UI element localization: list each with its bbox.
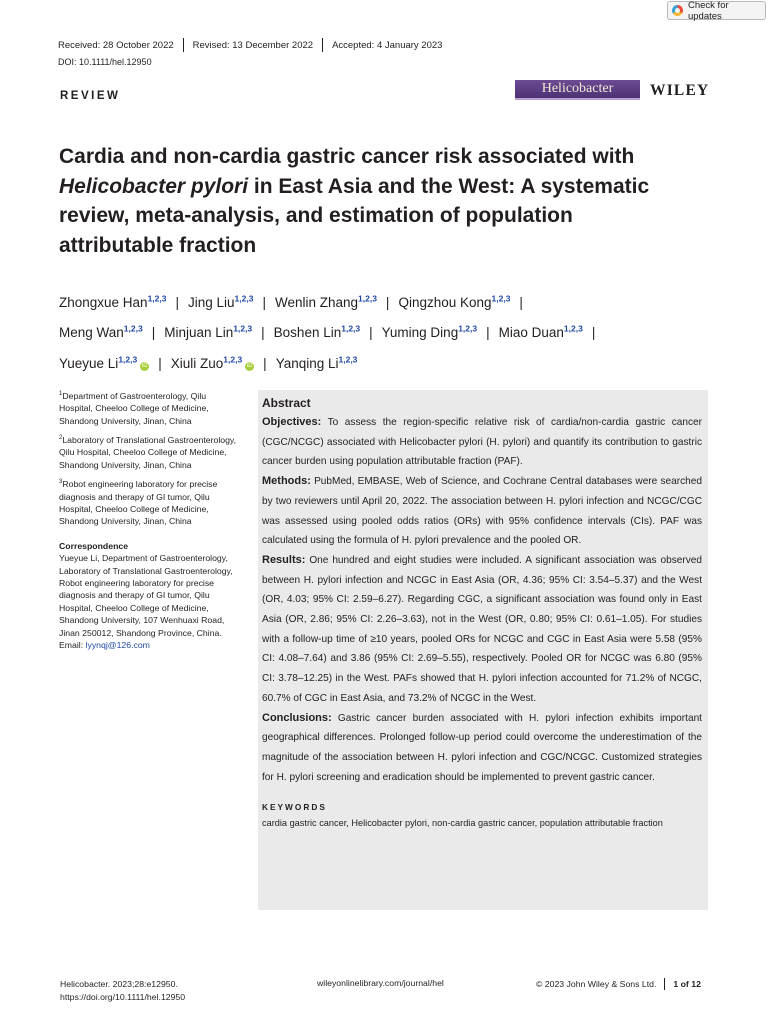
title-part: in East Asia and the West: A systematic review, meta-analysis, and estimation of population attributable fraction [59, 174, 650, 257]
author-separator: | [262, 294, 266, 310]
title-part: Cardia and non-cardia gastric cancer risk associated with [59, 145, 635, 168]
author-name: Yueyue Li [59, 355, 119, 371]
author-item [382, 325, 477, 340]
abstract-box [258, 390, 708, 910]
affiliations [59, 388, 239, 651]
author-item [171, 356, 254, 371]
revised-date: Revised: 13 December 2022 [192, 39, 314, 51]
footer-journal-link[interactable]: wileyonlinelibrary.com/journal/hel [317, 978, 444, 988]
affiliation-num: 3 [59, 479, 63, 486]
divider [183, 38, 184, 52]
author-separator: | [486, 325, 490, 340]
footer-right [536, 978, 701, 990]
author-item [275, 295, 377, 310]
author-item [276, 356, 358, 371]
affiliation-text: Robot engineering laboratory for precise diagnosis and therapy of GI tumor, Qilu Hospital, Cheeloo College of Medicine, Shandong University, Jinan, China [59, 479, 218, 527]
author-item [59, 356, 149, 371]
author-item [59, 325, 143, 340]
author-affiliation-sup: 1,2,3 [118, 354, 138, 364]
conclusions-text: Gastric cancer burden associated with H. pylori infection exhibits important geographical differences. Prolonged follow-up period could overcome the underestimation of the magnitude of the association between H. pylori infection and CGC/NCGC. Customized strategies for H. pylori screening and eradication should be implemented to prevent gastric cancer. [262, 712, 702, 783]
footer-citation: Helicobacter. 2023;28:e12950. [60, 979, 178, 989]
keywords-heading: KEYWORDS [262, 802, 327, 813]
abstract-heading: Abstract [262, 396, 311, 410]
divider [664, 978, 665, 990]
author-item [59, 295, 166, 310]
conclusions-label: Conclusions: [262, 711, 332, 724]
affiliation-item [59, 432, 239, 471]
email-link[interactable]: lyynqj@126.com [85, 639, 150, 650]
abstract-results [262, 551, 702, 709]
author-separator: | [385, 294, 390, 310]
section-label: REVIEW [60, 90, 121, 102]
footer-copyright: © 2023 John Wiley & Sons Ltd. [536, 979, 657, 989]
check-for-updates-button[interactable] [667, 1, 766, 20]
check-for-updates-label: Check for updates [687, 0, 729, 22]
affiliation-item [59, 476, 239, 528]
author-separator: | [158, 355, 162, 371]
affiliation-text: Laboratory of Translational Gastroenterology, Qilu Hospital, Cheeloo College of Medicine, Shandong University, Jinan, China [59, 435, 237, 470]
keywords-text: cardia gastric cancer, Helicobacter pylori, non-cardia gastric cancer, population attributable fraction [262, 818, 663, 829]
received-date: Received: 28 October 2022 [58, 39, 174, 51]
author-separator: | [591, 325, 596, 340]
author-separator: | [175, 294, 179, 310]
page-number: 1 of 12 [673, 979, 701, 989]
article-title [59, 142, 679, 260]
objectives-text: To assess the region-specific relative risk of cardia/non-cardia gastric cancer (CGC/NCGC) associated with Helicobacter pylori (H. pylori) and quantify its contribution to gastric cancer burden using population attributable fraction (PAF). [262, 417, 702, 468]
methods-text: PubMed, EMBASE, Web of Science, and Cochrane Central databases were searched by two reviewers until April 20, 2022. The association between H. pylori infection and NCGC/CGC was assessed using pooled odds ratios (ORs) with 95% confidence intervals (CIs). PAF was calculated using the formula of H. pylori prevalence and the pooled OR. [262, 476, 702, 547]
accepted-date: Accepted: 4 January 2023 [332, 39, 443, 51]
author-name: Wenlin Zhang [274, 294, 359, 310]
orcid-icon[interactable]: iD [141, 362, 148, 369]
journal-logo: Helicobacter [515, 80, 640, 98]
author-name: Miao Duan [498, 325, 564, 340]
correspondence [59, 540, 239, 652]
author-affiliation-sup: 1,2,3 [338, 354, 358, 364]
correspondence-heading: Correspondence [59, 540, 129, 551]
results-text: One hundred and eight studies were included. A significant association was observed between H. pylori infection and NCGC in East Asia (OR, 4.36; 95% CI: 3.54–5.37) and the West (OR, 4.03; 95% CI: 2.59–6.27). Regarding CGC, a significant association was found only in East Asia (OR, 2.86; 95% CI: 2.26–3.63), not in the West (OR, 0.80; 95% CI: 0.61–1.05). For studies with a follow-up time of ≥10 years, pooled ORs for NCGC and CGC in East Asia were 5.58 (95% CI: 4.08–7.64) and 3.86 (95% CI: 2.69–5.55), respectively. Pooled OR for NCGC was 6.80 (95% CI: 3.78–12.25) in the West. PAFs showed that H. pylori infection accounted for 71.2% of NCGC, 60.7% of CGC in East Asia, and 73.2% of NCGC in the West. [262, 554, 702, 704]
crossmark-icon [672, 5, 683, 16]
objectives-label: Objectives: [262, 416, 322, 428]
abstract-methods [262, 472, 702, 551]
divider [322, 38, 323, 52]
abstract-content [262, 396, 702, 830]
author-affiliation-sup: 1,2,3 [233, 323, 253, 334]
abstract-objectives [262, 413, 702, 472]
correspondence-email [59, 639, 239, 651]
correspondence-text: Yueyue Li, Department of Gastroenterology, Laboratory of Translational Gastroenterology, Robot engineering laboratory for precise diagnosis and therapy of GI tumor, Qilu Hospital, Cheeloo College of Medicine, Shandong University, 107 Wenhuaxi Road, Jinan 250012, Shandong Province, China. [59, 553, 233, 638]
author-name: Zhongxue Han [59, 294, 148, 310]
author-affiliation-sup: 1,2,3 [123, 323, 143, 334]
author-affiliation-sup: 1,2,3 [223, 354, 243, 364]
footer-citation-block [60, 978, 185, 1004]
abstract-conclusions [262, 709, 702, 788]
author-affiliation-sup: 1,2,3 [147, 293, 167, 303]
author-affiliation-sup: 1,2,3 [491, 293, 511, 303]
methods-label: Methods: [262, 475, 311, 488]
author-name: Yuming Ding [381, 325, 459, 340]
author-name: Yanqing Li [275, 355, 339, 371]
orcid-icon[interactable]: iD [246, 362, 253, 369]
author-separator: | [151, 325, 156, 340]
author-affiliation-sup: 1,2,3 [341, 323, 361, 334]
author-separator: | [519, 294, 523, 310]
author-item [398, 295, 510, 310]
author-item [188, 295, 253, 310]
author-name: Meng Wan [59, 325, 124, 340]
article-doi: DOI: 10.1111/hel.12950 [58, 57, 152, 67]
article-history [58, 38, 442, 52]
results-label: Results: [262, 553, 306, 566]
affiliation-num: 1 [59, 391, 63, 397]
author-affiliation-sup: 1,2,3 [563, 323, 583, 334]
author-name: Minjuan Lin [164, 325, 234, 340]
author-item [274, 325, 360, 340]
affiliation-text: Department of Gastroenterology, Qilu Hospital, Cheeloo College of Medicine, Shandong University, Jinan, China [59, 390, 209, 426]
author-name: Jing Liu [187, 294, 235, 310]
footer-doi-link[interactable]: https://doi.org/10.1111/hel.12950 [60, 992, 186, 1002]
publisher-logo: WILEY [650, 82, 710, 99]
author-name: Boshen Lin [273, 325, 342, 340]
author-separator: | [261, 325, 265, 340]
author-separator: | [263, 355, 267, 371]
author-list [59, 285, 719, 377]
author-name: Xiuli Zuo [170, 355, 224, 371]
author-item [499, 325, 583, 340]
author-item [164, 325, 252, 340]
author-separator: | [369, 325, 373, 340]
author-name: Qingzhou Kong [398, 294, 492, 310]
affiliation-item [59, 388, 239, 427]
email-label: Email: [59, 639, 86, 650]
author-affiliation-sup: 1,2,3 [458, 323, 478, 334]
author-affiliation-sup: 1,2,3 [234, 293, 254, 303]
title-italic: Helicobacter pylori [59, 174, 249, 198]
author-affiliation-sup: 1,2,3 [358, 293, 377, 303]
affiliation-num: 2 [59, 435, 63, 442]
